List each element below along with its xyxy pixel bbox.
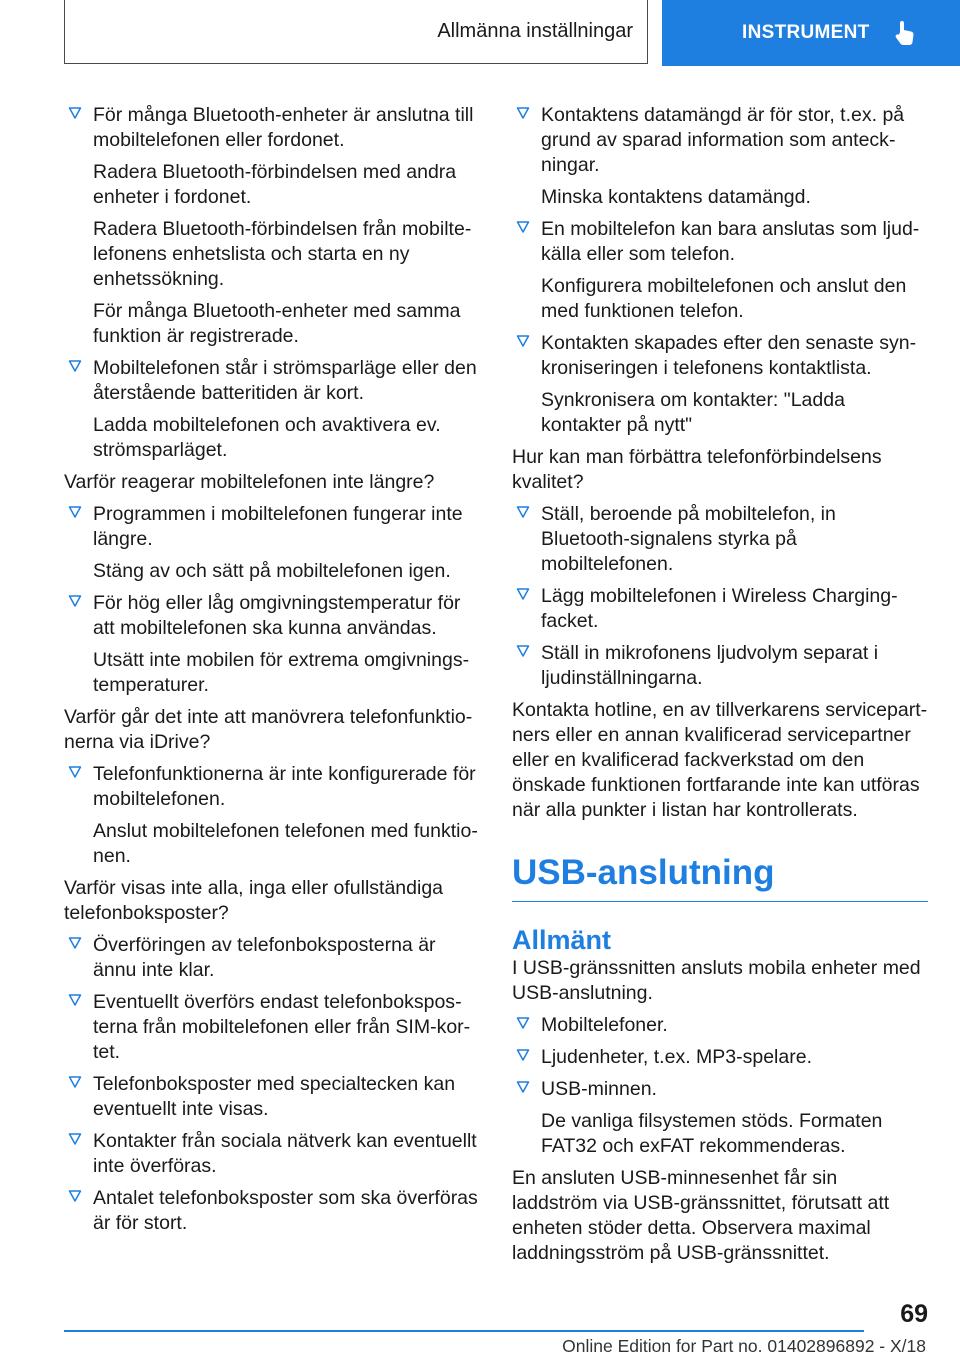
item-text: Eventuellt överförs endast telefonboksposterna från mobiltelefonen eller från SIM-kortet.: [93, 991, 471, 1063]
page-number: 69: [900, 1300, 928, 1328]
triangle-bullet-icon: [68, 765, 82, 779]
item-text: Lägg mobiltelefonen i Wireless Charging-facket.: [541, 585, 898, 632]
list-item: [512, 584, 928, 634]
item-text: Radera Bluetooth-förbindelsen från mobiltelefonens enhetslista och starta en ny enhetssökning.: [93, 218, 472, 290]
paragraph-text: En ansluten USB-minnesenhet får sin laddström via USB-gränssnittet, förutsatt att enheten stöder detta. Observera maximal laddningsström på USB-gränssnittet.: [512, 1167, 890, 1264]
triangle-bullet-icon: [516, 106, 530, 120]
list-item: [512, 641, 928, 691]
tab-instrument[interactable]: [662, 0, 960, 66]
touch-hand-icon: [894, 20, 916, 46]
triangle-bullet-icon: [68, 594, 82, 608]
item-text: Utsätt inte mobilen för extrema omgivningstemperaturer.: [93, 649, 470, 696]
triangle-bullet-icon: [516, 587, 530, 601]
list-item: [512, 331, 928, 438]
triangle-bullet-icon: [68, 936, 82, 950]
right-column: [512, 103, 928, 1273]
item-text: Radera Bluetooth-förbindelsen med andra enheter i fordonet.: [93, 161, 457, 208]
tab-instrument-label: INSTRUMENT: [742, 22, 870, 43]
section-heading: USB-anslutning: [512, 853, 928, 902]
item-text: Ljudenheter, t.ex. MP3-spelare.: [541, 1046, 812, 1068]
subsection-heading: Allmänt: [512, 925, 612, 955]
page-header: [64, 0, 960, 66]
triangle-bullet-icon: [516, 1048, 530, 1062]
list-item: [512, 502, 928, 577]
triangle-bullet-icon: [516, 1016, 530, 1030]
item-text: De vanliga filsystemen stöds. Formaten FAT32 och exFAT rekommenderas.: [541, 1110, 883, 1157]
triangle-bullet-icon: [68, 359, 82, 373]
question-text: Varför visas inte alla, inga eller ofullständiga telefonboksposter?: [64, 877, 444, 924]
item-text: För många Bluetooth-enheter är anslutna till mobiltelefonen eller fordonet.: [93, 104, 474, 151]
list-item: [64, 1072, 478, 1122]
item-text: För många Bluetooth-enheter med samma funktion är registrerade.: [93, 300, 461, 347]
footer-text: Online Edition for Part no. 01402896892 - X/18: [562, 1336, 926, 1356]
item-text: USB-minnen.: [541, 1078, 657, 1100]
item-text: Konfigurera mobiltelefonen och anslut den med funktionen telefon.: [541, 275, 907, 322]
question-text: Hur kan man förbättra telefonförbindelsens kvalitet?: [512, 446, 882, 493]
item-text: Programmen i mobiltelefonen fungerar inte längre.: [93, 503, 463, 550]
item-text: Minska kontaktens datamängd.: [541, 186, 811, 208]
triangle-bullet-icon: [516, 220, 530, 234]
tab-general-settings[interactable]: [64, 0, 648, 64]
item-text: Ställ, beroende på mobiltelefon, in Bluetooth-signalens styrka på mobiltelefonen.: [541, 503, 836, 575]
list-item: [64, 502, 478, 584]
triangle-bullet-icon: [68, 993, 82, 1007]
list-item: [64, 990, 478, 1065]
triangle-bullet-icon: [516, 334, 530, 348]
triangle-bullet-icon: [516, 644, 530, 658]
tab-general-settings-label: Allmänna inställningar: [437, 20, 633, 42]
list-item: [512, 1077, 928, 1159]
list-item: [64, 1129, 478, 1179]
paragraph-text: Kontakta hotline, en av tillverkarens servicepartners eller en annan kvalificerad servicepartner eller en kvalificerad fackverkstad om den önskade funktionen fortfarande inte kan utföras när alla punkter i listan har kontrollerats.: [512, 699, 928, 821]
list-item: [512, 217, 928, 324]
item-text: För hög eller låg omgivningstemperatur för att mobiltelefonen ska kunna användas.: [93, 592, 461, 639]
item-text: Synkronisera om kontakter: "Ladda kontakter på nytt": [541, 389, 845, 436]
list-item: [64, 103, 478, 349]
list-item: [64, 1186, 478, 1236]
left-column: [64, 103, 478, 1243]
triangle-bullet-icon: [68, 505, 82, 519]
triangle-bullet-icon: [68, 1189, 82, 1203]
item-text: Kontakten skapades efter den senaste synkroniseringen i telefonens kontaktlista.: [541, 332, 917, 379]
triangle-bullet-icon: [516, 1080, 530, 1094]
item-text: Telefonboksposter med specialtecken kan eventuellt inte visas.: [93, 1073, 456, 1120]
triangle-bullet-icon: [68, 106, 82, 120]
triangle-bullet-icon: [68, 1132, 82, 1146]
item-text: Överföringen av telefonboksposterna är ännu inte klar.: [93, 934, 436, 981]
item-text: Anslut mobiltelefonen telefonen med funktionen.: [93, 820, 478, 867]
list-item: [512, 1013, 928, 1038]
list-item: [64, 591, 478, 698]
item-text: Mobiltelefonen står i strömsparläge eller den återstående batteritiden är kort.: [93, 357, 477, 404]
list-item: [512, 103, 928, 210]
item-text: Kontaktens datamängd är för stor, t.ex. på grund av sparad information som anteckningar.: [541, 104, 905, 176]
item-text: En mobiltelefon kan bara anslutas som ljudkälla eller som telefon.: [541, 218, 920, 265]
item-text: Stäng av och sätt på mobiltelefonen igen.: [93, 560, 451, 582]
item-text: Ladda mobiltelefonen och avaktivera ev. strömsparläget.: [93, 414, 441, 461]
item-text: Mobiltelefoner.: [541, 1014, 668, 1036]
item-text: Telefonfunktionerna är inte konfigurerade för mobiltelefonen.: [93, 763, 476, 810]
item-text: Antalet telefonboksposter som ska överföras är för stort.: [93, 1187, 478, 1234]
item-text: Kontakter från sociala nätverk kan eventuellt inte överföras.: [93, 1130, 477, 1177]
item-text: Ställ in mikrofonens ljudvolym separat i ljudinställningarna.: [541, 642, 879, 689]
triangle-bullet-icon: [516, 505, 530, 519]
question-text: Varför reagerar mobiltelefonen inte längre?: [64, 471, 435, 493]
question-text: Varför går det inte att manövrera telefonfunktionerna via iDrive?: [64, 706, 473, 753]
list-item: [64, 356, 478, 463]
triangle-bullet-icon: [68, 1075, 82, 1089]
list-item: [64, 762, 478, 869]
paragraph-text: I USB-gränssnitten ansluts mobila enheter med USB-anslutning.: [512, 957, 921, 1004]
list-item: [64, 933, 478, 983]
list-item: [512, 1045, 928, 1070]
